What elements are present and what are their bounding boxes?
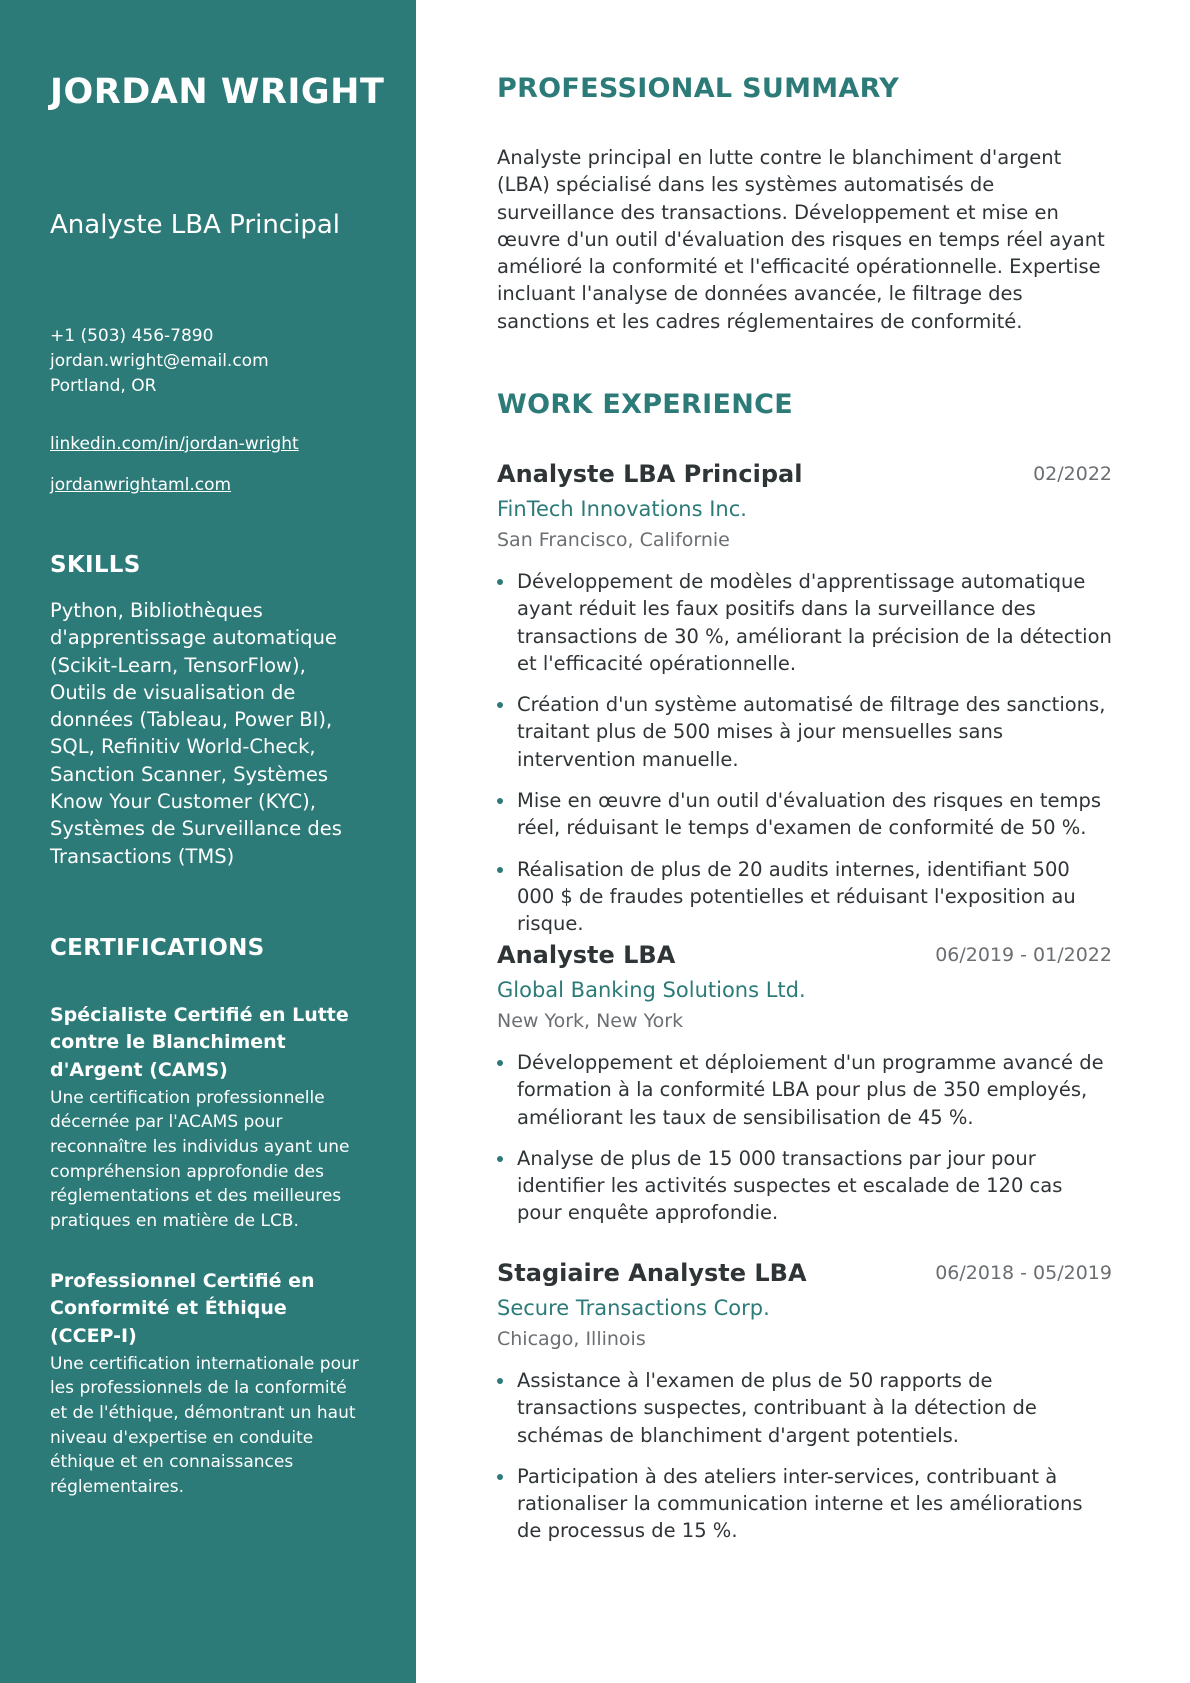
bullet-text: Développement de modèles d'apprentissage automatique ayant réduit les faux positifs dans la surveillance des transactions de 30 %, améliorant la précision de la détection et l'efficacité opérationnelle. — [517, 570, 1112, 675]
job-role: Analyste LBA — [497, 941, 676, 969]
job-entry — [497, 941, 1112, 1241]
bullet-text: Participation à des ateliers inter-services, contribuant à rationaliser la communication interne et les améliorations de processus de 15 %. — [517, 1464, 1083, 1543]
bullet-dot-icon — [497, 1474, 503, 1480]
job-dates: 02/2022 — [1033, 463, 1112, 485]
candidate-title: Analyste LBA Principal — [50, 210, 340, 240]
certification-description: Une certification internationale pour les professionnels de la conformité et de l'éthique, démontrant un haut niveau d'expertise en conduite éthique et en connaissances réglementaires. — [50, 1353, 359, 1497]
summary-heading: PROFESSIONAL SUMMARY — [497, 73, 900, 104]
bullet-dot-icon — [497, 579, 503, 585]
bullet-item — [497, 787, 1112, 842]
bullet-item — [497, 568, 1112, 677]
certifications-heading: CERTIFICATIONS — [50, 935, 265, 961]
job-bullets — [497, 568, 1112, 938]
certification-title: Professionnel Certifié en Conformité et Éthique (CCEP-I) — [50, 1270, 315, 1347]
bullet-item — [497, 856, 1112, 938]
job-company: Global Banking Solutions Ltd. — [497, 978, 806, 1002]
bullet-item — [497, 1145, 1112, 1227]
job-company: FinTech Innovations Inc. — [497, 497, 747, 521]
certification-title: Spécialiste Certifié en Lutte contre le Blanchiment d'Argent (CAMS) — [50, 1004, 349, 1081]
job-location: Chicago, Illinois — [497, 1328, 646, 1350]
certification-description: Une certification professionnelle décernée par l'ACAMS pour reconnaître les individus ayant une compréhension approfondie des réglementations et des meilleures pratiques en matière de LCB. — [50, 1087, 350, 1231]
linkedin-link[interactable]: linkedin.com/in/jordan-wright — [50, 434, 299, 454]
bullet-text: Réalisation de plus de 20 audits internes, identifiant 500 000 $ de fraudes potentielles et réduisant l'exposition au risque. — [517, 857, 1076, 936]
website-link[interactable]: jordanwrightaml.com — [50, 475, 232, 495]
bullet-dot-icon — [497, 1378, 503, 1384]
job-company: Secure Transactions Corp. — [497, 1296, 770, 1320]
bullet-item — [497, 691, 1112, 773]
summary-text: Analyste principal en lutte contre le blanchiment d'argent (LBA) spécialisé dans les systèmes automatisés de surveillance des transactions. Développement et mise en œuvre d'un outil d'évaluation des risques en temps réel ayant amélioré la conformité et l'efficacité opérationnelle. Expertise incluant l'analyse de données avancée, le filtrage des sanctions et les cadres réglementaires de conformité. — [497, 146, 1105, 333]
job-bullets — [497, 1367, 1112, 1545]
bullet-text: Mise en œuvre d'un outil d'évaluation des risques en temps réel, réduisant le temps d'examen de conformité de 50 %. — [517, 789, 1102, 840]
candidate-name: JORDAN WRIGHT — [50, 72, 385, 112]
certification-item — [50, 1002, 364, 1233]
sidebar — [0, 0, 416, 1683]
bullet-dot-icon — [497, 1060, 503, 1066]
job-entry — [497, 1259, 1112, 1559]
contact-phone: +1 (503) 456-7890 — [50, 326, 214, 346]
job-role: Stagiaire Analyste LBA — [497, 1259, 807, 1287]
work-experience-heading: WORK EXPERIENCE — [497, 389, 793, 420]
bullet-item — [497, 1463, 1112, 1545]
skills-list: Python, Bibliothèques d'apprentissage automatique (Scikit-Learn, TensorFlow), Outils de visualisation de données (Tableau, Power BI), SQL, Refinitiv World-Check, Sanction Scanner, Systèmes Know Your Customer (KYC), Systèmes de Surveillance des Transactions (TMS) — [50, 599, 342, 868]
bullet-item — [497, 1049, 1112, 1131]
job-bullets — [497, 1049, 1112, 1227]
job-location: San Francisco, Californie — [497, 529, 730, 551]
job-dates: 06/2018 - 05/2019 — [935, 1262, 1112, 1284]
bullet-item — [497, 1367, 1112, 1449]
bullet-dot-icon — [497, 702, 503, 708]
bullet-dot-icon — [497, 867, 503, 873]
contact-info — [50, 324, 269, 399]
bullet-text: Création d'un système automatisé de filtrage des sanctions, traitant plus de 500 mises à jour mensuelles sans intervention manuelle. — [517, 693, 1106, 771]
contact-email: jordan.wright@email.com — [50, 351, 269, 371]
certification-item — [50, 1268, 364, 1499]
job-location: New York, New York — [497, 1010, 684, 1032]
bullet-text: Analyse de plus de 15 000 transactions par jour pour identifier les activités suspectes et escalade de 120 cas pour enquête approfondie. — [517, 1146, 1063, 1225]
bullet-text: Développement et déploiement d'un programme avancé de formation à la conformité LBA pour plus de 350 employés, améliorant les taux de sensibilisation de 45 %. — [517, 1051, 1104, 1129]
job-role: Analyste LBA Principal — [497, 460, 803, 488]
job-entry — [497, 460, 1112, 952]
skills-heading: SKILLS — [50, 552, 141, 578]
bullet-dot-icon — [497, 1156, 503, 1162]
job-dates: 06/2019 - 01/2022 — [935, 944, 1112, 966]
contact-location: Portland, OR — [50, 376, 157, 396]
bullet-text: Assistance à l'examen de plus de 50 rapports de transactions suspectes, contribuant à la détection de schémas de blanchiment d'argent potentiels. — [517, 1369, 1037, 1447]
bullet-dot-icon — [497, 798, 503, 804]
